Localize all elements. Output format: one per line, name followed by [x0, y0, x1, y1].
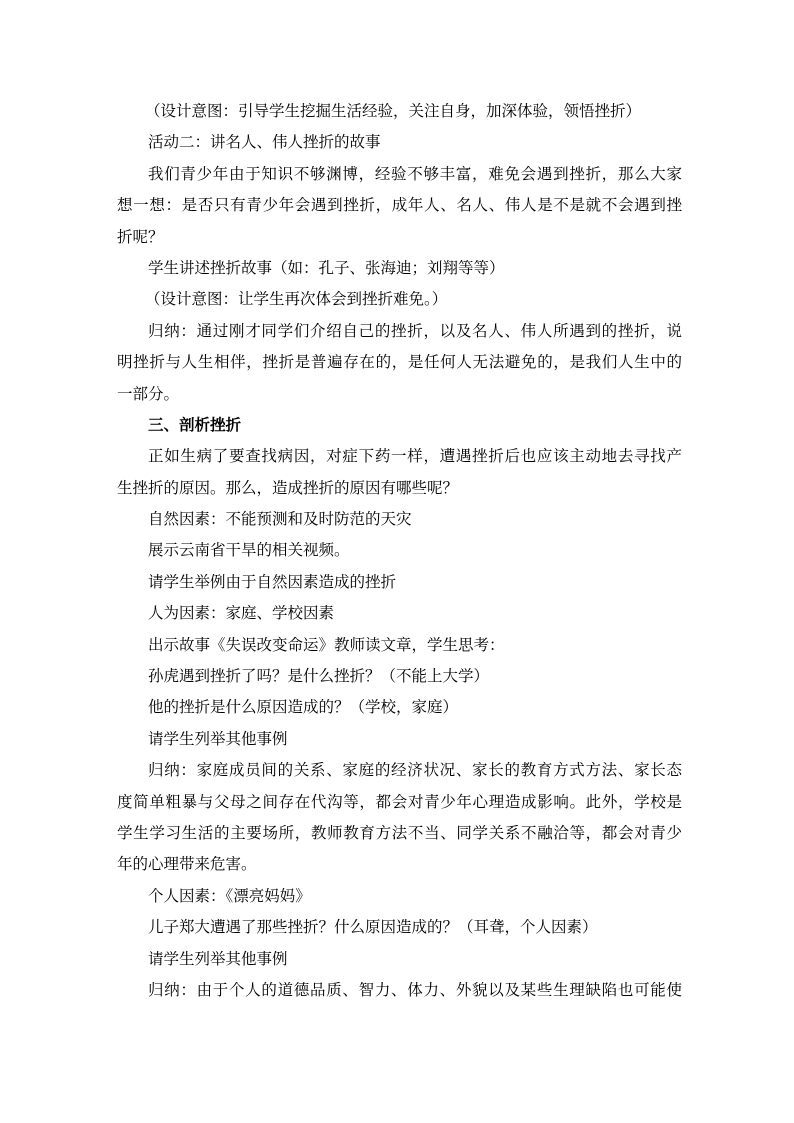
- paragraph-line: 生挫折的原因。那么，造成挫折的原因有哪些呢？: [117, 478, 459, 497]
- question-line: 他的挫折是什么原因造成的？（学校，家庭）: [148, 698, 459, 717]
- paragraph-line: 学生讲述挫折故事（如：孔子、张海迪；刘翔等等）: [148, 258, 505, 277]
- summary-line: 度简单粗暴与父母之间存在代沟等，都会对青少年心理造成影响。此外，学校是: [117, 792, 682, 811]
- design-intent-2: （设计意图：让学生再次体会到挫折难免。）: [145, 290, 448, 309]
- paragraph-line: 折呢？: [117, 227, 164, 246]
- paragraph-line: 出示故事《失误改变命运》教师读文章，学生思考：: [148, 635, 505, 654]
- activity-two-heading: 活动二：讲名人、伟人挫折的故事: [148, 133, 381, 152]
- personal-factors-line: 个人因素：《漂亮妈妈》: [148, 886, 311, 905]
- question-line: 儿子郑大遭遇了那些挫折？什么原因造成的？（耳聋，个人因素）: [148, 918, 598, 937]
- summary-line: 归纳：家庭成员间的关系、家庭的经济状况、家长的教育方式方法、家长态: [148, 761, 682, 780]
- question-line: 孙虎遇到挫折了吗？是什么挫折？（不能上大学）: [148, 667, 490, 686]
- summary-line: 一部分。: [117, 384, 180, 403]
- paragraph-line: 请学生列举其他事例: [148, 949, 288, 968]
- summary-line: 归纳：由于个人的道德品质、智力、体力、外貌以及某些生理缺陷也可能使: [148, 980, 682, 999]
- summary-line: 明挫折与人生相伴，挫折是普遍存在的，是任何人无法避免的，是我们人生中的: [117, 353, 682, 372]
- paragraph-line: 请学生列举其他事例: [148, 729, 288, 748]
- summary-line: 学生学习生活的主要场所，教师教育方法不当、同学关系不融洽等，都会对青少: [117, 823, 682, 842]
- paragraph-line: 我们青少年由于知识不够渊博，经验不够丰富，难免会遇到挫折，那么大家: [148, 164, 682, 183]
- section-heading-analyze-setbacks: 三、剖析挫折: [148, 415, 242, 434]
- human-factors-line: 人为因素：家庭、学校因素: [148, 604, 335, 623]
- summary-line: 年的心理带来危害。: [117, 855, 257, 874]
- paragraph-line: 请学生举例由于自然因素造成的挫折: [148, 572, 397, 591]
- document-body: [117, 96, 682, 1006]
- paragraph-line: 展示云南省干旱的相关视频。: [148, 541, 350, 560]
- natural-factors-line: 自然因素：不能预测和及时防范的天灾: [148, 510, 412, 529]
- design-intent-1: （设计意图：引导学生挖掘生活经验，关注自身，加深体验，领悟挫折）: [145, 102, 642, 120]
- paragraph-line: 想一想：是否只有青少年会遇到挫折，成年人、名人、伟人是不是就不会遇到挫: [117, 196, 682, 215]
- paragraph-line: 正如生病了要查找病因，对症下药一样，遭遇挫折后也应该主动地去寻找产: [148, 447, 682, 466]
- summary-line: 归纳：通过刚才同学们介绍自己的挫折，以及名人、伟人所遇到的挫折，说: [148, 321, 682, 340]
